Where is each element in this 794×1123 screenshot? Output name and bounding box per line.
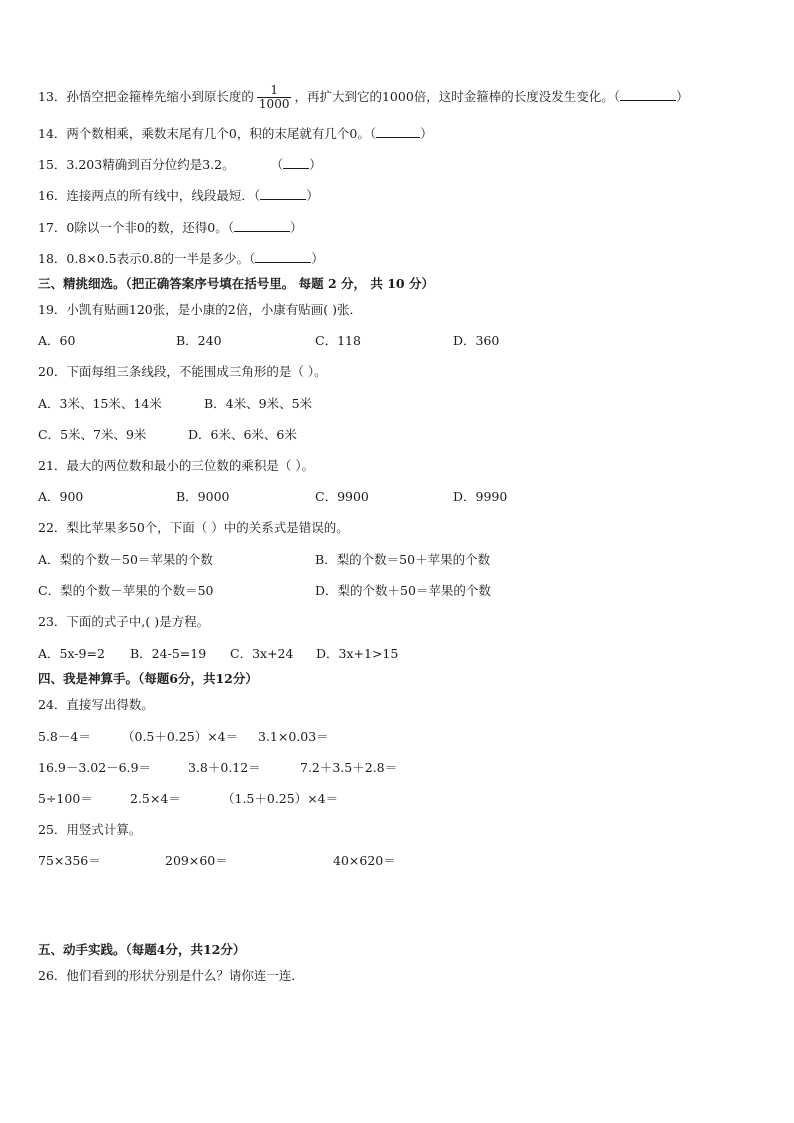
q15-answer-blank[interactable]: [283, 156, 309, 169]
q24-r3-item-1: 5÷100＝: [38, 791, 93, 806]
q24-r3-item-3: （1.5＋0.25）×4＝: [222, 791, 339, 806]
q19-option-b[interactable]: B．240: [176, 333, 222, 348]
question-20: 20．下面每组三条线段，不能围成三角形的是（ ）。: [38, 364, 327, 379]
q16-text: 16．连接两点的所有线中，线段最短．: [38, 188, 254, 203]
q23-option-d[interactable]: D．3x+1>15: [316, 646, 399, 661]
q13-text-post: ，再扩大到它的1000倍，这时金箍棒的长度没发生变化。: [294, 89, 614, 104]
q20-option-a[interactable]: A．3米、15米、14米: [38, 396, 162, 411]
section-5-title: 五、动手实践。（每题4分，共12分）: [38, 942, 246, 957]
question-14: [38, 125, 433, 142]
q14-paren-open: （: [369, 126, 377, 141]
q18-answer-blank[interactable]: [255, 250, 311, 263]
q17-paren-open: （: [227, 220, 235, 235]
question-21: 21．最大的两位数和最小的三位数的乘积是（ ）。: [38, 458, 315, 473]
question-25: 25．用竖式计算。: [38, 822, 142, 837]
q14-answer-blank[interactable]: [376, 125, 420, 138]
q18-paren-open: （: [249, 251, 256, 266]
question-23: 23．下面的式子中,( )是方程。: [38, 614, 210, 629]
q25-item-1: 75×356＝: [38, 853, 101, 868]
q13-fraction-numerator: 1: [270, 83, 279, 97]
q23-option-c[interactable]: C．3x+24: [230, 646, 294, 661]
q13-answer-blank[interactable]: [620, 88, 676, 101]
section-3-title: 三、精挑细选。（把正确答案序号填在括号里。 每题 2 分， 共 10 分）: [38, 276, 434, 291]
q13-fraction-denominator: 1000: [258, 97, 290, 111]
q19-option-a[interactable]: A．60: [38, 333, 76, 348]
question-22: 22．梨比苹果多50个，下面（ ）中的关系式是错误的。: [38, 520, 349, 535]
q24-r1-item-2: （0.5＋0.25）×4＝: [122, 729, 239, 744]
q24-r2-item-2: 3.8＋0.12＝: [188, 760, 261, 775]
q17-text: 17．0除以一个非0的数，还得0。: [38, 220, 228, 235]
q20-option-c[interactable]: C．5米、7米、9米: [38, 427, 147, 442]
q24-r3-item-2: 2.5×4＝: [130, 791, 181, 806]
q13-fraction: [257, 84, 292, 111]
q21-option-a[interactable]: A．900: [38, 489, 84, 504]
q24-r2-item-1: 16.9－3.02－6.9＝: [38, 760, 152, 775]
q17-answer-blank[interactable]: [234, 219, 290, 232]
question-17: [38, 219, 303, 236]
q22-option-d[interactable]: D．梨的个数＋50＝苹果的个数: [315, 583, 491, 598]
q16-paren-open: （: [253, 188, 261, 203]
q24-r2-item-3: 7.2＋3.5＋2.8＝: [300, 760, 398, 775]
q20-option-b[interactable]: B．4米、9米、5米: [204, 396, 313, 411]
q15-text: 15．3.203精确到百分位约是3.2。: [38, 157, 235, 172]
question-24: 24．直接写出得数。: [38, 697, 154, 712]
question-19: 19．小凯有贴画120张，是小康的2倍，小康有贴画( )张．: [38, 302, 362, 317]
q16-paren-close: ）: [306, 188, 319, 203]
q22-option-a[interactable]: A．梨的个数－50＝苹果的个数: [38, 552, 213, 567]
q15-paren-close: ）: [309, 157, 322, 172]
q13-paren-close: ）: [676, 89, 689, 104]
q13-paren-open: （: [613, 89, 621, 104]
q19-option-c[interactable]: C．118: [315, 333, 361, 348]
question-18: [38, 250, 324, 267]
q21-option-c[interactable]: C．9900: [315, 489, 369, 504]
q15-paren-open: （: [270, 157, 284, 172]
q22-option-c[interactable]: C．梨的个数－苹果的个数＝50: [38, 583, 214, 598]
q16-answer-blank[interactable]: [260, 187, 306, 200]
question-26: 26．他们看到的形状分别是什么？请你连一连．: [38, 968, 304, 983]
q14-text: 14．两个数相乘，乘数末尾有几个0，积的末尾就有几个0。: [38, 126, 370, 141]
q14-paren-close: ）: [420, 126, 433, 141]
q18-paren-close: ）: [311, 251, 324, 266]
q19-option-d[interactable]: D．360: [453, 333, 500, 348]
q22-option-b[interactable]: B．梨的个数＝50＋苹果的个数: [315, 552, 491, 567]
question-13: [38, 84, 689, 111]
q24-r1-item-1: 5.8－4＝: [38, 729, 91, 744]
q21-option-d[interactable]: D．9990: [453, 489, 508, 504]
q13-text-pre: 13．孙悟空把金箍棒先缩小到原长度的: [38, 89, 254, 104]
q23-option-a[interactable]: A．5x-9=2: [38, 646, 105, 661]
q24-r1-item-3: 3.1×0.03＝: [258, 729, 329, 744]
question-15: [38, 156, 322, 173]
q21-option-b[interactable]: B．9000: [176, 489, 230, 504]
question-16: [38, 187, 319, 204]
q17-paren-close: ）: [290, 220, 303, 235]
q25-item-2: 209×60＝: [165, 853, 228, 868]
q25-item-3: 40×620＝: [333, 853, 396, 868]
section-4-title: 四、我是神算手。（每题6分，共12分）: [38, 671, 258, 686]
q23-option-b[interactable]: B．24-5=19: [130, 646, 207, 661]
q20-option-d[interactable]: D．6米、6米、6米: [188, 427, 297, 442]
q18-text: 18．0.8×0.5表示0.8的一半是多少。: [38, 251, 250, 266]
